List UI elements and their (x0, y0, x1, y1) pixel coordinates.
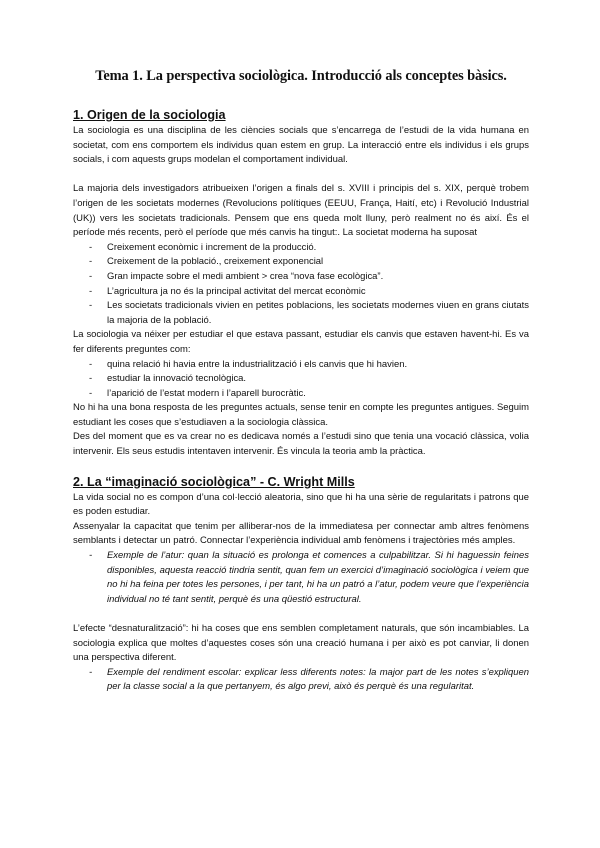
list-item: - Gran impacte sobre el medi ambient > crea “nova fase ecològica”. (107, 270, 529, 285)
list-item: - l’aparició de l’estat modern i l’aparell burocràtic. (107, 387, 529, 402)
paragraph: Assenyalar la capacitat que tenim per alliberar-nos de la immediatesa per connectar amb altres fenòmens semblants i detectar un patró. Connectar l’experiència individual amb fenòmens i trajectòries més amples. (73, 520, 529, 547)
document-title: Tema 1. La perspectiva sociològica. Introducció als conceptes bàsics. (95, 68, 507, 84)
list-item: - Les societats tradicionals vivien en petites poblacions, les societats modernes viuen en grans ciutats la majoria de la població. (107, 299, 529, 328)
paragraph: La sociologia es una disciplina de les ciències socials que s’encarrega de l’estudi de la vida humana en societat, com ens comportem els individus quan estem en grup. La interacció entre els individus i els grups socials, i com aquests grups modelan el comportament individual. (73, 125, 529, 166)
section-heading: 1. Origen de la sociologia (73, 108, 226, 122)
paragraph: No hi ha una bona resposta de les preguntes actuals, sense tenir en compte les preguntes antigues. Seguim estudiant les coses que s’estudiaven a la sociologia clàssica. (73, 402, 529, 428)
bullet-list (73, 241, 529, 329)
example-list (73, 666, 529, 695)
paragraph: L’efecte “desnaturalització”: hi ha coses que ens semblen completament naturals, que són incambiables. La sociologia explica que moltes d’aquestes coses són una creació humana i per això es pot canviar, li donen una perspectiva diferent. (73, 623, 529, 664)
paragraph: La majoria dels investigadors atribueixen l’origen a finals del s. XVIII i principis del s. XIX, perquè trobem l’origen de les societats modernes (Revolucions polítiques (EEUU, França, Haití, etc) i Revolució Industrial (UK)) vers les societats tradicionals. Pensem que ens queda molt lluny, però realment no és així. És el període més recents, però el període que més canvis ha tingut:. La societat moderna ha suposat (73, 183, 529, 239)
bullet-list (73, 358, 529, 402)
paragraph: La vida social no es compon d’una col·lecció aleatoria, sino que hi ha una sèrie de regularitats i patrons que es poden estudiar. (73, 491, 529, 518)
list-item: - Exemple de l’atur: quan la situació es prolonga et comences a culpabilitzar. Si hi haguessin feines disponibles, aquesta reacció tindria sentit, quan fem un exercici d’imaginació sociològica i veiem que no hi ha feina per totes les persones, i per tant, hi ha un patró a l’atur, podem veure que l’experiència individual no té tant sentit, perquè és una qüestió estructural. (107, 549, 529, 607)
list-item: - quina relació hi havia entre la industrialització i els canvis que hi havien. (107, 358, 529, 373)
section-imagination (73, 474, 529, 695)
spacer (73, 460, 529, 474)
paragraph: Des del moment que es va crear no es dedicava només a l’estudi sino que tenia una vocació clàssica, volia intervenir. Els seus estudis intentaven intervenir. És vincula la teoria amb la pràctica. (73, 431, 529, 458)
section-heading: 2. La “imaginació sociològica” - C. Wright Mills (73, 474, 355, 489)
list-item: - L’agricultura ja no és la principal activitat del mercat econòmic (107, 285, 529, 300)
example-list (73, 549, 529, 607)
list-item: - Exemple del rendiment escolar: explicar less diferents notes: la major part de les notes s’expliquen per la classe social a la que pertanyem, és algo previ, això és perquè és una regularitat. (107, 666, 529, 695)
spacer (73, 607, 529, 622)
list-item: - estudiar la innovació tecnològica. (107, 372, 529, 387)
spacer (73, 168, 529, 183)
paragraph: La sociologia va néixer per estudiar el que estava passant, estudiar els canvis que estaven havent-hi. Es va fer diferents preguntes com: (73, 329, 529, 355)
section-origin (73, 107, 529, 460)
list-item: - Creixement econòmic i increment de la producció. (107, 241, 529, 256)
list-item: - Creixement de la població., creixement exponencial (107, 255, 529, 270)
